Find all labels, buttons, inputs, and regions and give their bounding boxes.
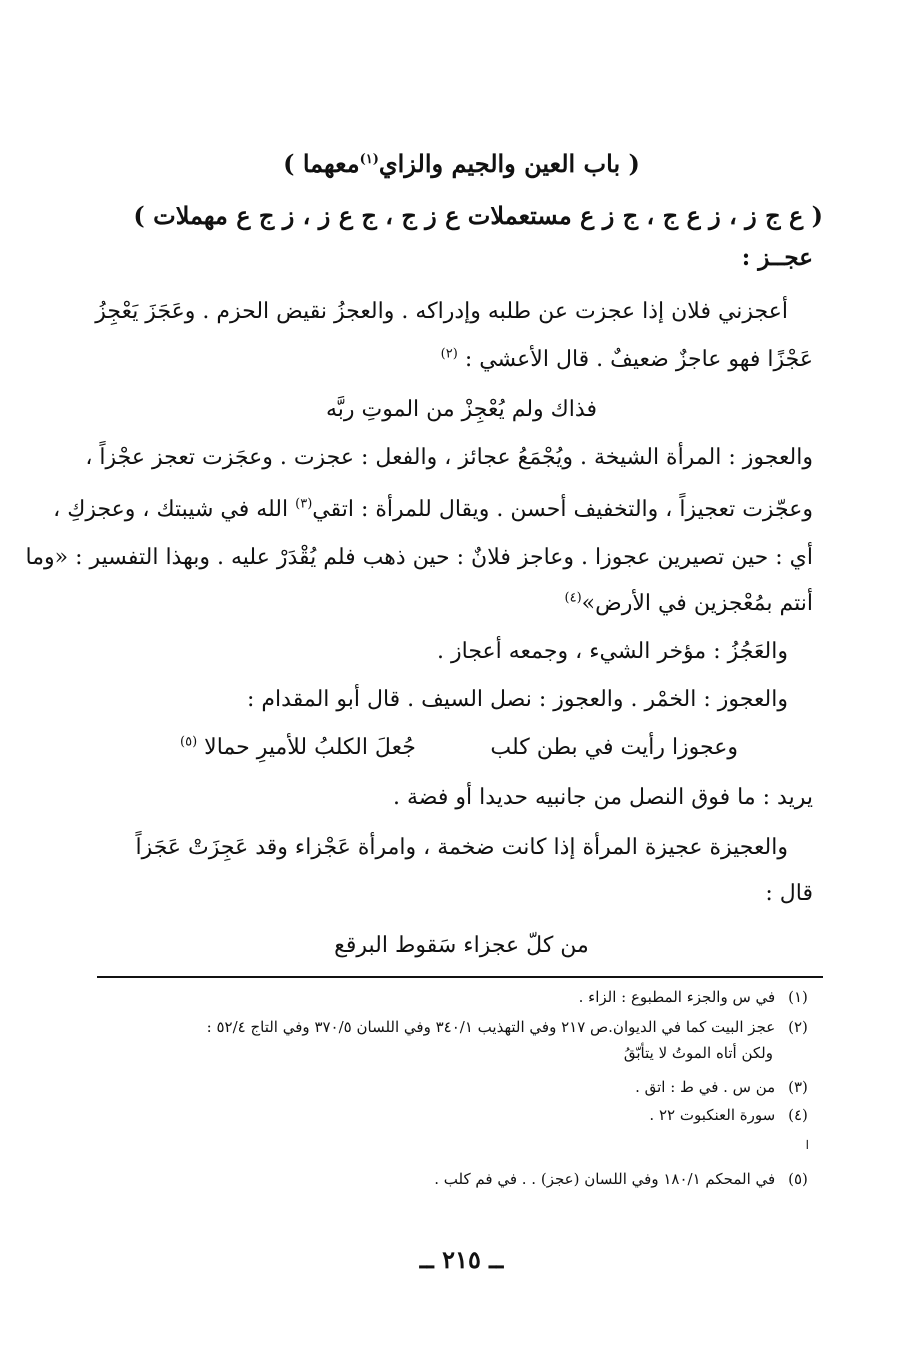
paragraph-line: قال :: [765, 881, 813, 906]
chapter-heading-suffix: معهما ): [283, 149, 360, 178]
paragraph-text: أنتم بمُعْجزين في الأرض»: [581, 591, 813, 616]
footnote-number: (١): [788, 988, 808, 1006]
paragraph-line: والعَجُزُ : مؤخر الشيء ، وجمعه أعجاز .: [437, 639, 788, 664]
footnote-ref-1: (١): [359, 152, 379, 167]
paragraph-line: أعجزني فلان إذا عجزت عن طلبه وإدراكه . والعجزُ نقيض الحزم . وعَجَزَ يَعْجِزُ: [95, 299, 788, 324]
paragraph-line: أي : حين تصيرين عجوزا . وعاجز فلانٌ : حين ذهب فلم يُقْدَرْ عليه . وبهذا التفسير : «وما: [25, 545, 813, 570]
footnote-2: [100, 1016, 816, 1038]
footnote-ref-3: (٣): [295, 496, 313, 512]
footnote-text: عجز البيت كما في الديوان.ص ٢١٧ وفي التهذيب ٣٤٠/١ وفي اللسان ٣٧٠/٥ وفي التاج ٥٢/٤ :: [206, 1018, 776, 1036]
chapter-heading: [100, 148, 823, 180]
footnote-ref-2: (٢): [440, 346, 458, 362]
footnote-text: في المحكم ١٨٠/١ وفي اللسان (عجز) . . في فم كلب .: [434, 1170, 776, 1188]
paragraph-line: [100, 588, 813, 620]
verse-line: فذاك ولم يُعْجِزْ من الموتِ ربَّه: [325, 397, 597, 422]
paragraph-line: [100, 344, 813, 376]
footnote-text: في س والجزء المطبوع : الزاء .: [578, 988, 776, 1006]
paragraph-text: الله في شيبتك ، وعجزكِ ،: [53, 497, 289, 522]
footnote-text: من س . في ط : اتق .: [635, 1078, 776, 1096]
footnote-number: (٣): [788, 1078, 808, 1096]
footnote-5: [100, 1168, 816, 1190]
footnote-ref-5: (٥): [180, 734, 198, 750]
verse-text: جُعلَ الكلبُ للأميرِ حمالا: [204, 735, 416, 760]
footnote-divider: [97, 976, 823, 978]
entry-headword: عجــز :: [741, 244, 813, 271]
paragraph-line: يريد : ما فوق النصل من جانبيه حديدا أو فضة .: [393, 785, 813, 810]
footnote-4: [100, 1104, 816, 1126]
paragraph-text: عَجْزًا فهو عاجزٌ ضعيفٌ . قال الأعشي :: [464, 347, 813, 372]
footnote-number: (٥): [788, 1170, 808, 1188]
verse-line: من كلّ عجزاء سَقوط البرقع: [334, 933, 589, 958]
footnote-text: سورة العنكبوت ٢٢ .: [649, 1106, 776, 1124]
paragraph-line: والعجوز : المرأة الشيخة . ويُجْمَعُ عجائز ، والفعل : عجزت . وعجَزت تعجز عجْزاً ،: [85, 445, 813, 470]
footnote-3: [100, 1076, 816, 1098]
paragraph-line: والعجيزة عجيزة المرأة إذا كانت ضخمة ، وامرأة عَجْزاء وقد عَجِزَتْ عَجَزاً: [135, 835, 788, 860]
paragraph-text: وعجّزت تعجيزاً ، والتخفيف أحسن . ويقال للمرأة : اتقي: [312, 497, 813, 522]
verse-first-hemistich: وعجوزا رأيت في بطن كلب: [490, 735, 738, 760]
footnote-number: (٤): [788, 1106, 808, 1124]
stray-mark: ا: [805, 1138, 809, 1152]
paragraph-line: والعجوز : الخمْر . والعجوز : نصل السيف . قال أبو المقدام :: [247, 687, 788, 712]
footnote-1: [100, 986, 816, 1008]
paragraph-line: [53, 494, 813, 526]
footnote-ref-4: (٤): [564, 590, 582, 606]
footnote-2-continuation: ولكن أتاه الموتُ لا يتأبّقُ: [623, 1044, 773, 1062]
footnote-number: (٢): [788, 1018, 808, 1036]
chapter-heading-text: ( باب العين والجيم والزاي: [378, 149, 640, 178]
page-number: ــ ٢١٥ ــ: [419, 1245, 504, 1274]
root-list-heading: ( ع ج ز ، ز ع ج ، ج ز ع مستعملات ع ز ج ، ج ع ز ، ز ج ع مهملات ): [133, 201, 823, 230]
verse-second-hemistich: [180, 732, 416, 764]
